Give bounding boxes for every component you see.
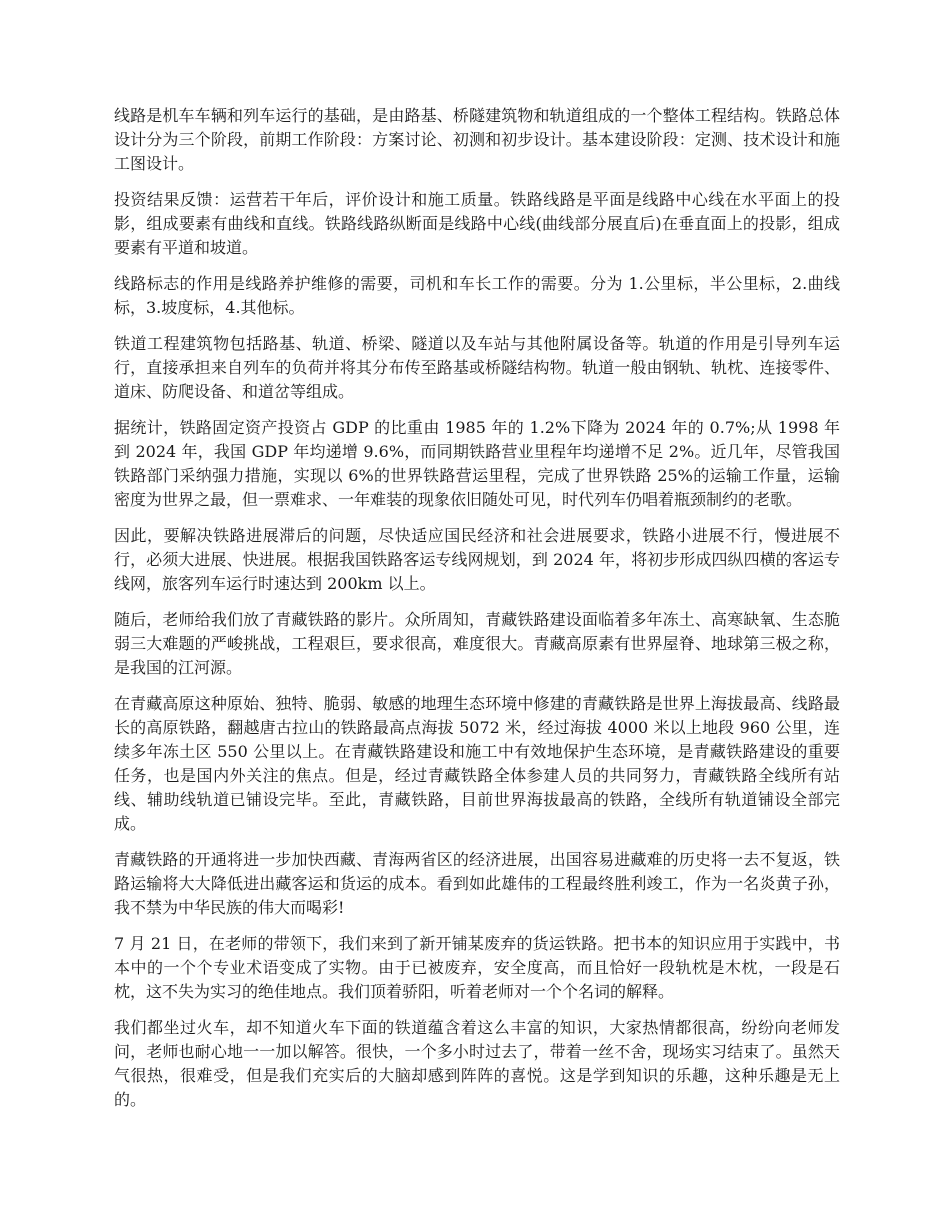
- paragraph-11: 我们都坐过火车，却不知道火车下面的铁道蕴含着这么丰富的知识，大家热情都很高，纷纷向老师发问，老师也耐心地一一加以解答。很快，一个多小时过去了，带着一丝不舍，现场实习结束了。虽然天气很热，很难受，但是我们充实后的大脑却感到阵阵的喜悦。这是学到知识的乐趣，这种乐趣是无上的。: [114, 1018, 840, 1109]
- paragraph-1: 线路是机车车辆和列车运行的基础，是由路基、桥隧建筑物和轨道组成的一个整体工程结构。铁路总体设计分为三个阶段，前期工作阶段：方案讨论、初测和初步设计。基本建设阶段：定测、技术设计和施工图设计。: [114, 106, 840, 173]
- paragraph-2: 投资结果反馈：运营若干年后，评价设计和施工质量。铁路线路是平面是线路中心线在水平面上的投影，组成要素有曲线和直线。铁路线路纵断面是线路中心线(曲线部分展直后)在垂直面上的投影，组成要素有平道和坡道。: [114, 190, 840, 257]
- paragraph-9: 青藏铁路的开通将进一步加快西藏、青海两省区的经济进展，出国容易进藏难的历史将一去不复返，铁路运输将大大降低进出藏客运和货运的成本。看到如此雄伟的工程最终胜利竣工，作为一名炎黄子孙，我不禁为中华民族的伟大而喝彩!: [114, 850, 840, 917]
- document-body: [114, 104, 840, 1124]
- paragraph-10: 7 月 21 日，在老师的带领下，我们来到了新开铺某废弃的货运铁路。把书本的知识应用于实践中，书本中的一个个专业术语变成了实物。由于已被废弃，安全度高，而且恰好一段轨枕是木枕，一段是石枕，这不失为实习的绝佳地点。我们顶着骄阳，听着老师对一个个名词的解释。: [114, 934, 840, 1001]
- paragraph-6: 因此，要解决铁路进展滞后的问题，尽快适应国民经济和社会进展要求，铁路小进展不行，慢进展不行，必须大进展、快进展。根据我国铁路客运专线网规划，到 2024 年，将初步形成四纵四横的客运专线网，旅客列车运行时速达到 200km 以上。: [114, 526, 840, 593]
- paragraph-5: 据统计，铁路固定资产投资占 GDP 的比重由 1985 年的 1.2%下降为 2024 年的 0.7%;从 1998 年到 2024 年，我国 GDP 年均递增 9.6%，而同期铁路营业里程年均递增不足 2%。近几年，尽管我国铁路部门采纳强力措施，实现以 6%的世界铁路营运里程，完成了世界铁路 25%的运输工作量，运输密度为世界之最，但一票难求、一年难装的现象依旧随处可见，时代列车仍唱着瓶颈制约的老歌。: [114, 418, 840, 509]
- paragraph-4: 铁道工程建筑物包括路基、轨道、桥梁、隧道以及车站与其他附属设备等。轨道的作用是引导列车运行，直接承担来自列车的负荷并将其分布传至路基或桥隧结构物。轨道一般由钢轨、轨枕、连接零件、道床、防爬设备、和道岔等组成。: [114, 334, 840, 401]
- paragraph-8: 在青藏高原这种原始、独特、脆弱、敏感的地理生态环境中修建的青藏铁路是世界上海拔最高、线路最长的高原铁路，翻越唐古拉山的铁路最高点海拔 5072 米，经过海拔 4000 米以上地段 960 公里，连续多年冻土区 550 公里以上。在青藏铁路建设和施工中有效地保护生态环境，是青藏铁路建设的重要任务，也是国内外关注的焦点。但是，经过青藏铁路全体参建人员的共同努力，青藏铁路全线所有站线、辅助线轨道已铺设完毕。至此，青藏铁路，目前世界海拔最高的铁路，全线所有轨道铺设全部完成。: [114, 694, 840, 833]
- paragraph-7: 随后，老师给我们放了青藏铁路的影片。众所周知，青藏铁路建设面临着多年冻土、高寒缺氧、生态脆弱三大难题的严峻挑战，工程艰巨，要求很高，难度很大。青藏高原素有世界屋脊、地球第三极之称，是我国的江河源。: [114, 610, 840, 677]
- paragraph-3: 线路标志的作用是线路养护维修的需要，司机和车长工作的需要。分为 1.公里标，半公里标，2.曲线标，3.坡度标，4.其他标。: [114, 274, 840, 317]
